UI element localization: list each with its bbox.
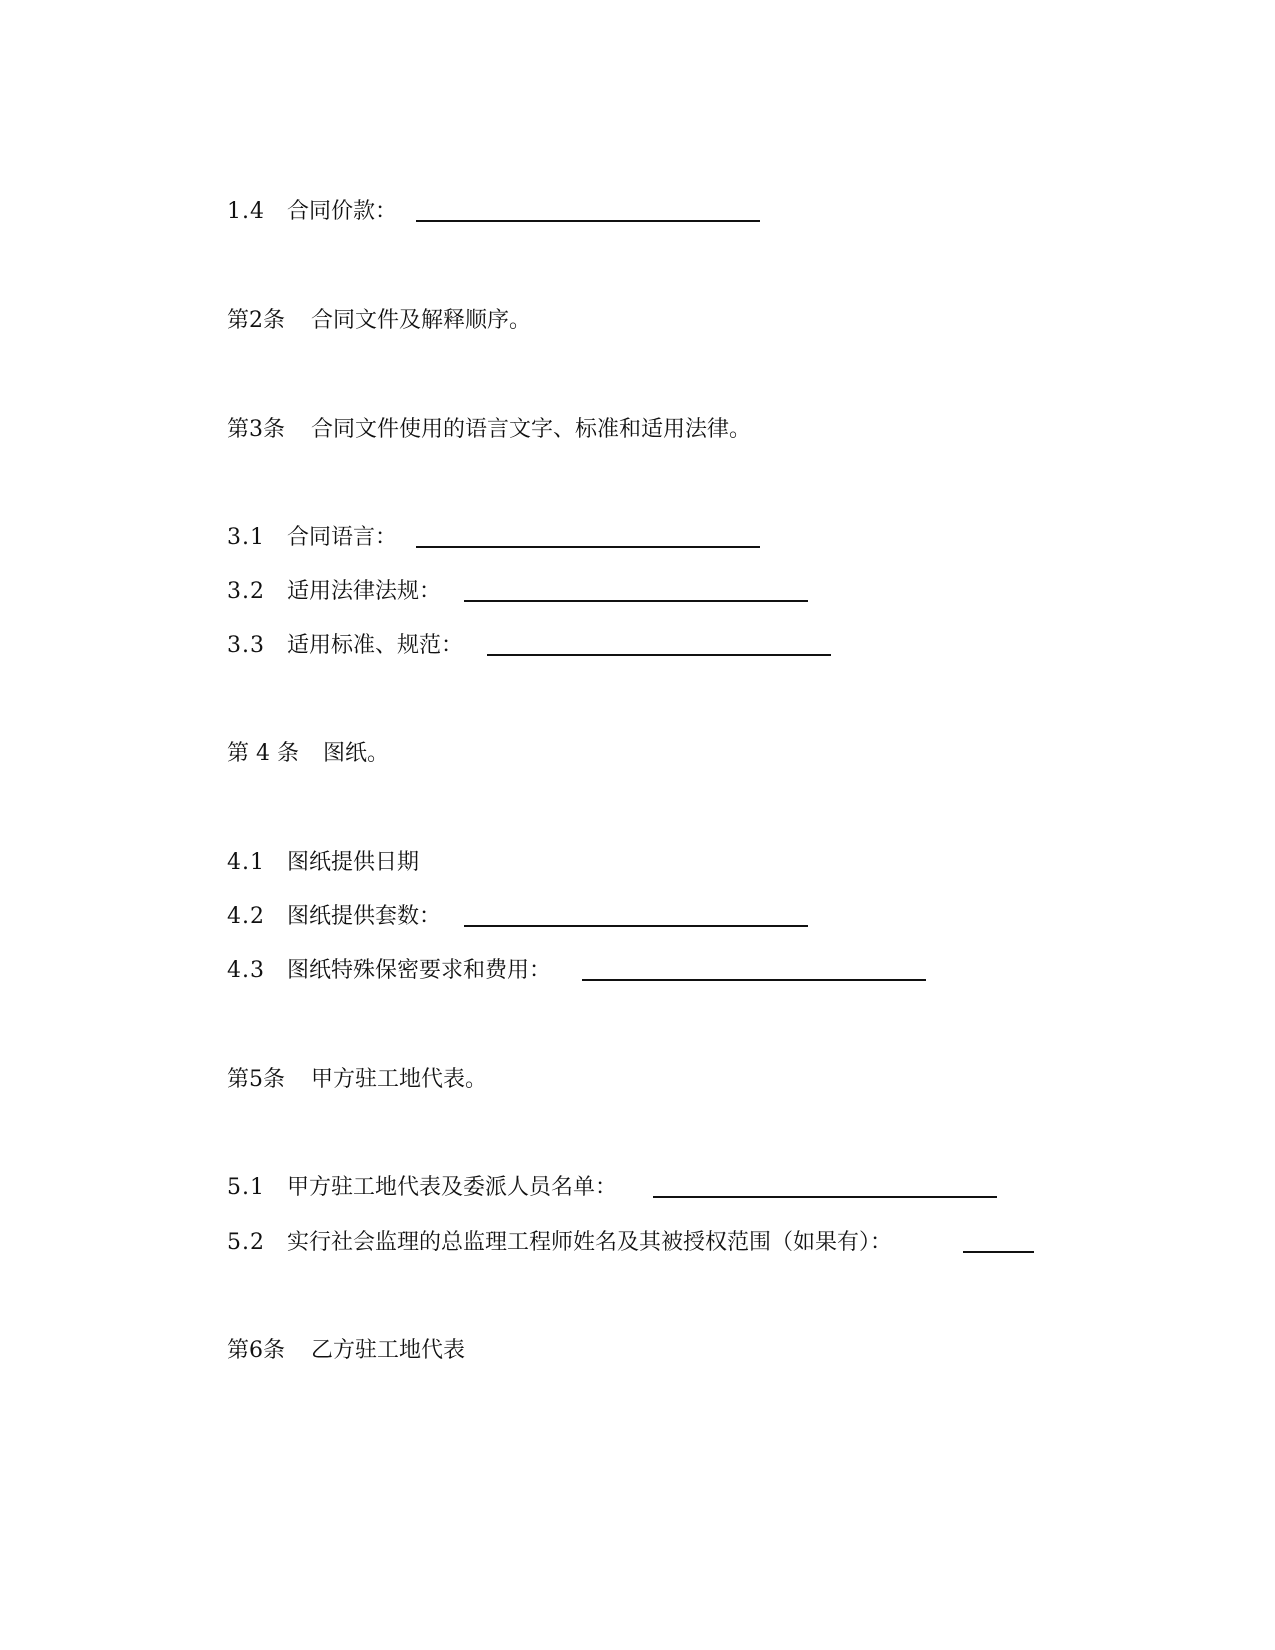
clause-text: 适用法律法规：	[287, 579, 442, 604]
clause-5-2	[227, 1228, 892, 1258]
fill-in-blank[interactable]	[653, 1196, 997, 1198]
clause-text: 实行社会监理的总监理工程师姓名及其被授权范围（如果有）：	[287, 1230, 893, 1255]
article-3	[227, 415, 751, 445]
fill-in-blank[interactable]	[464, 600, 808, 602]
clause-1-4	[227, 197, 397, 227]
article-number: 第 4 条	[227, 741, 299, 766]
clause-3-2	[227, 577, 441, 607]
clause-number: 4.3	[227, 958, 265, 983]
article-text: 图纸。	[323, 741, 390, 766]
clause-4-1	[227, 848, 419, 878]
clause-text: 适用标准、规范：	[287, 633, 464, 658]
article-number: 第5条	[227, 1067, 285, 1092]
clause-4-3	[227, 956, 551, 986]
article-text: 合同文件及解释顺序。	[311, 308, 532, 333]
article-6	[227, 1336, 465, 1366]
clause-text: 图纸提供套数：	[287, 904, 442, 929]
article-5	[227, 1065, 487, 1095]
fill-in-blank[interactable]	[464, 925, 808, 927]
clause-5-1	[227, 1173, 617, 1203]
clause-text: 图纸特殊保密要求和费用：	[287, 958, 552, 983]
clause-number: 4.1	[227, 850, 265, 875]
article-text: 乙方驻工地代表	[311, 1338, 466, 1363]
fill-in-blank[interactable]	[582, 979, 926, 981]
clause-text: 合同语言：	[287, 525, 398, 550]
article-4	[227, 739, 389, 769]
article-text: 甲方驻工地代表。	[311, 1067, 488, 1092]
article-text: 合同文件使用的语言文字、标准和适用法律。	[311, 417, 752, 442]
clause-3-3	[227, 631, 463, 661]
clause-number: 5.1	[227, 1175, 265, 1200]
article-number: 第6条	[227, 1338, 285, 1363]
clause-text: 合同价款：	[287, 199, 398, 224]
fill-in-blank[interactable]	[487, 654, 831, 656]
clause-4-2	[227, 902, 441, 932]
clause-number: 3.2	[227, 579, 265, 604]
article-number: 第2条	[227, 308, 285, 333]
article-2	[227, 306, 531, 336]
clause-number: 4.2	[227, 904, 265, 929]
fill-in-blank[interactable]	[416, 546, 760, 548]
clause-number: 3.3	[227, 633, 265, 658]
clause-number: 1.4	[227, 199, 265, 224]
clause-number: 3.1	[227, 525, 265, 550]
clause-number: 5.2	[227, 1230, 265, 1255]
fill-in-blank[interactable]	[963, 1251, 1034, 1253]
clause-text: 图纸提供日期	[287, 850, 420, 875]
fill-in-blank[interactable]	[416, 220, 760, 222]
clause-text: 甲方驻工地代表及委派人员名单：	[287, 1175, 618, 1200]
clause-3-1	[227, 523, 397, 553]
article-number: 第3条	[227, 417, 285, 442]
